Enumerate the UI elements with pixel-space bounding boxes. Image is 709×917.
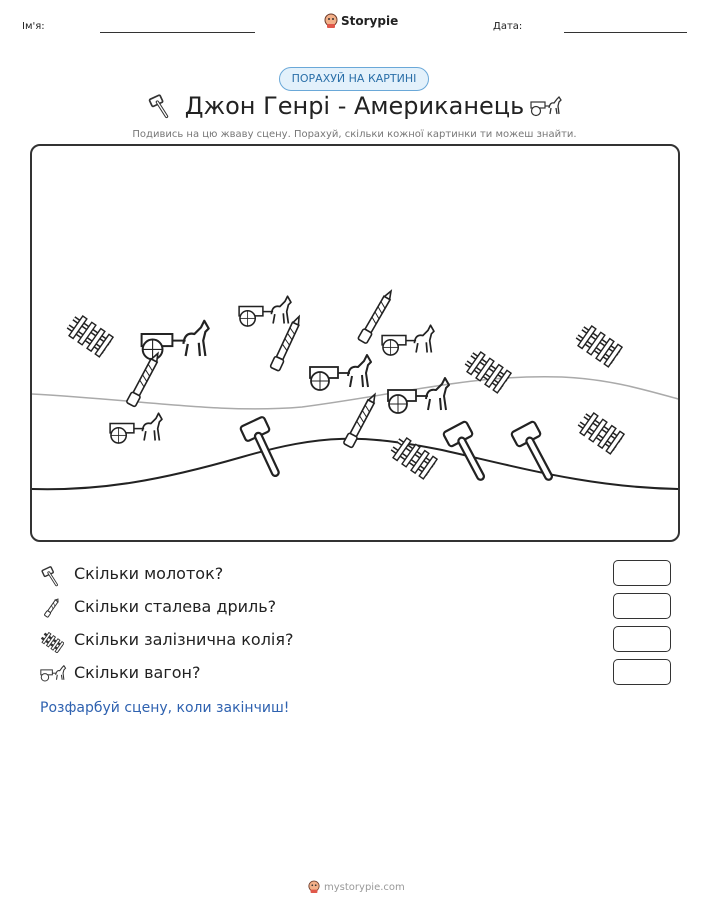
instructions: Подивись на цю жваву сцену. Порахуй, скільки кожної картинки ти можеш знайти. xyxy=(132,129,577,140)
scene-hammer xyxy=(511,421,560,483)
footer-url[interactable]: mystorypie.com xyxy=(324,881,405,893)
scene-wagon xyxy=(239,296,291,326)
scene-steel-drill xyxy=(270,314,304,371)
coloring-note: Розфарбуй сцену, коли закінчиш! xyxy=(40,700,290,716)
logo-text: Storypie xyxy=(341,14,399,28)
drill-icon xyxy=(40,598,62,620)
scene-steel-drill xyxy=(126,351,162,407)
question-row xyxy=(40,662,680,686)
storypie-mascot-icon xyxy=(308,880,320,894)
storypie-logo xyxy=(324,13,398,29)
answer-box[interactable] xyxy=(613,659,671,685)
answer-box[interactable] xyxy=(613,626,671,652)
scene-railroad-track xyxy=(573,323,623,368)
question-text: Скільки залізнична колія? xyxy=(74,630,294,649)
question-text: Скільки молоток? xyxy=(74,564,224,583)
question-row xyxy=(40,629,680,653)
answer-box[interactable] xyxy=(613,560,671,586)
question-text: Скільки вагон? xyxy=(74,663,201,682)
count-tag: ПОРАХУЙ НА КАРТИНІ xyxy=(279,67,429,91)
scene-frame xyxy=(30,144,680,542)
name-line[interactable] xyxy=(100,32,255,33)
scene-wagon xyxy=(388,378,449,413)
railroad-track-icon xyxy=(40,631,64,653)
question-row xyxy=(40,563,680,587)
answer-box[interactable] xyxy=(613,593,671,619)
foreground-hill-line xyxy=(32,439,680,489)
title-wagon-icon xyxy=(530,95,564,119)
scene-wagon xyxy=(310,355,371,390)
scene-railroad-track xyxy=(64,313,114,358)
page-title: Джон Генрі - Американець xyxy=(184,92,525,120)
date-line[interactable] xyxy=(564,32,687,33)
scene-railroad-track xyxy=(575,410,625,455)
scene-wagon xyxy=(382,325,434,355)
name-label: Ім'я: xyxy=(22,21,45,32)
scene-svg xyxy=(32,146,680,542)
storypie-mascot-icon xyxy=(324,13,338,29)
question-text: Скільки сталева дриль? xyxy=(74,597,277,616)
question-row xyxy=(40,596,680,620)
scene-wagon xyxy=(110,413,162,443)
hammer-icon xyxy=(40,565,62,587)
scene-wagon xyxy=(142,321,209,360)
scene-railroad-track xyxy=(462,349,512,394)
wagon-icon xyxy=(40,664,68,684)
date-label: Дата: xyxy=(493,21,523,32)
footer xyxy=(308,880,405,894)
